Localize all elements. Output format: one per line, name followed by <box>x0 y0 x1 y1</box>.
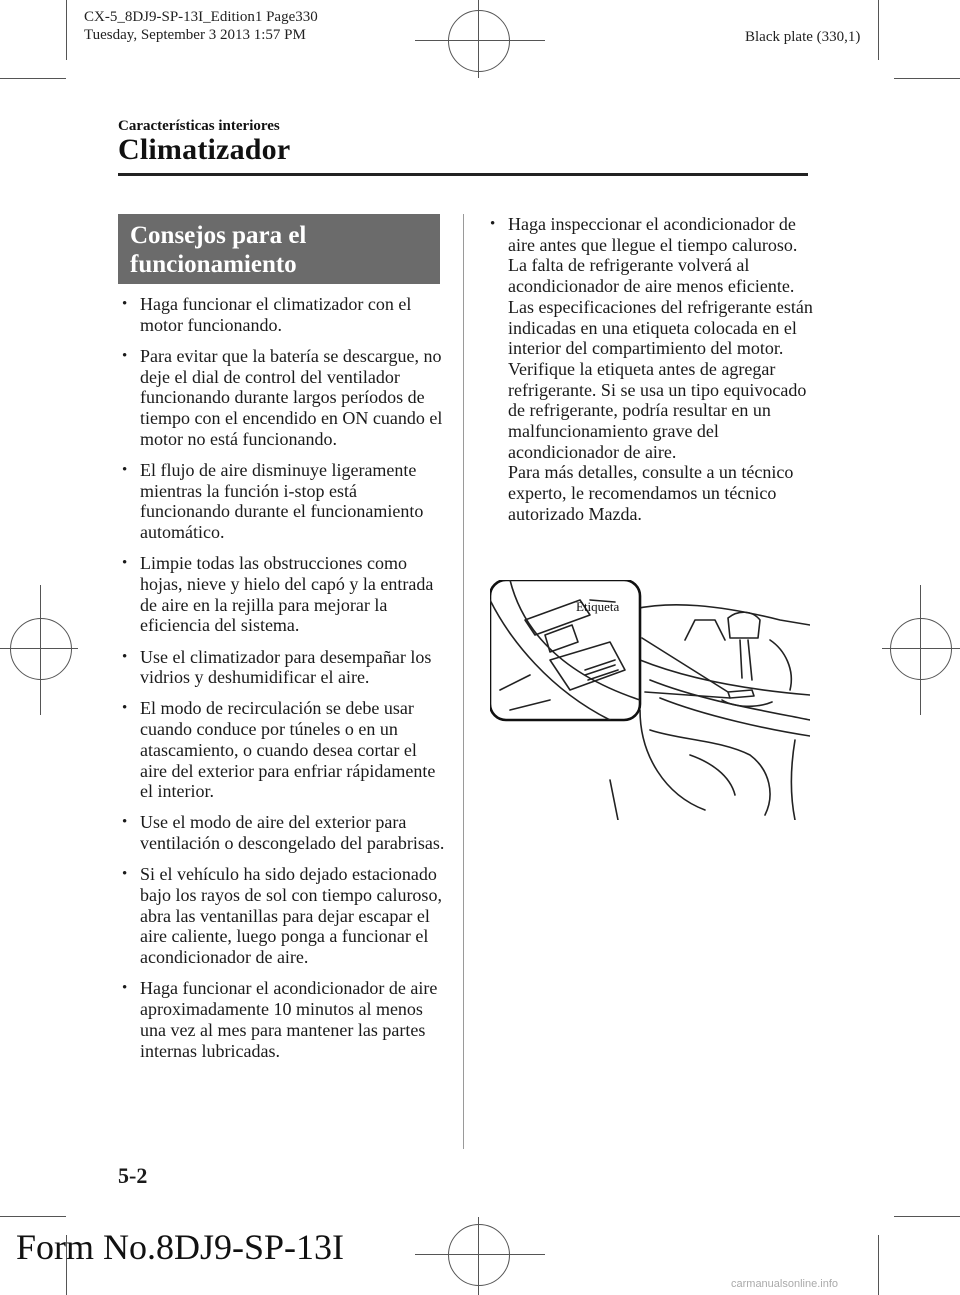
list-item-text: Limpie todas las obstrucciones como hojas, nieve y hielo del capó y la entrada de aire en la rejilla para mejorar la eficiencia del sistema. <box>140 553 434 636</box>
list-item-text: Use el climatizador para desempañar los vidrios y deshumidificar el aire. <box>140 646 432 688</box>
list-item <box>118 553 446 636</box>
list-item <box>118 864 446 968</box>
tips-list-continued <box>486 214 816 525</box>
list-item-paragraph: Haga inspeccionar el acondicionador de aire antes que llegue el tiempo caluroso. La falta de refrigerante volverá al acondicionador de aire menos eficiente. <box>508 214 798 297</box>
left-column <box>118 294 446 1072</box>
bullet-icon: • <box>122 347 128 364</box>
chapter-title: Climatizador <box>118 133 291 166</box>
title-rule <box>118 173 808 176</box>
list-item-text: Haga funcionar el acondicionador de aire aproximadamente 10 minutos al menos una vez al mes para mantener las partes internas lubricadas. <box>140 978 438 1061</box>
crop-mark <box>878 1235 879 1295</box>
right-column <box>486 214 816 535</box>
bullet-icon: • <box>122 814 128 831</box>
subheading-box <box>118 214 440 284</box>
subheading-line-2: funcionamiento <box>130 251 297 278</box>
bullet-icon: • <box>122 980 128 997</box>
black-plate-label: Black plate (330,1) <box>745 29 861 45</box>
list-item <box>118 294 446 335</box>
registration-mark <box>10 618 72 680</box>
tips-list <box>118 294 446 1061</box>
list-item <box>118 812 446 853</box>
list-item-paragraph: Las especificaciones del refrigerante están indicadas en una etiqueta colocada en el interior del compartimiento del motor. Verifique la etiqueta antes de agregar refrigerante. Si se usa un tipo equivocado de refrigerante, podría resultar en un malfuncionamiento grave del acondicionador de aire. <box>508 296 813 462</box>
figure-label: Etiqueta <box>576 599 620 614</box>
crop-mark <box>878 0 879 60</box>
bullet-icon: • <box>122 555 128 572</box>
crop-mark <box>0 78 66 79</box>
print-slug <box>84 8 318 44</box>
crop-mark <box>0 1216 66 1217</box>
engine-compartment-figure <box>490 580 810 820</box>
registration-mark <box>448 10 510 72</box>
bullet-icon: • <box>122 296 128 312</box>
bullet-icon: • <box>122 461 128 478</box>
form-number: Form No.8DJ9-SP-13I <box>16 1227 345 1267</box>
bullet-icon: • <box>122 866 128 883</box>
bullet-icon: • <box>122 648 128 665</box>
registration-mark <box>890 618 952 680</box>
slug-line-1: CX-5_8DJ9-SP-13I_Edition1 Page330 <box>84 9 318 25</box>
watermark: carmanualsonline.info <box>731 1278 839 1290</box>
list-item-text: Para evitar que la batería se descargue, no deje el dial de control del ventilador funcionando durante largos períodos de tiempo con el encendido en ON cuando el motor no está funcionando. <box>140 345 443 449</box>
bullet-icon: • <box>122 700 128 717</box>
page-number: 5-2 <box>118 1163 148 1188</box>
bullet-icon: • <box>490 216 496 232</box>
list-item-text: El flujo de aire disminuye ligeramente mientras la función i-stop está funcionando durante el funcionamiento automático. <box>140 459 424 543</box>
list-item <box>486 214 816 525</box>
list-item <box>118 647 446 688</box>
list-item-text: Si el vehículo ha sido dejado estacionado bajo los rayos de sol con tiempo caluroso, abra las ventanillas para dejar escapar el aire caliente, luego ponga a funcionar el acondicionador de aire. <box>140 864 442 968</box>
crop-mark <box>66 0 67 60</box>
list-item <box>118 698 446 802</box>
list-item-text: El modo de recirculación se debe usar cuando conduce por túneles o en un atascamiento, o cuando desea cortar el aire del exterior para enfriar rápidamente el interior. <box>140 698 436 802</box>
registration-mark <box>448 1224 510 1286</box>
list-item <box>118 978 446 1061</box>
list-item-paragraph: Para más detalles, consulte a un técnico experto, le recomendamos un técnico autorizado Mazda. <box>508 462 794 524</box>
section-name: Características interiores <box>118 118 280 134</box>
list-item-text: Use el modo de aire del exterior para ventilación o descongelado del parabrisas. <box>140 812 445 854</box>
subheading-line-1: Consejos para el <box>130 222 307 249</box>
crop-mark <box>894 78 960 79</box>
crop-mark <box>894 1216 960 1217</box>
list-item <box>118 460 446 543</box>
list-item-text: Haga funcionar el climatizador con el motor funcionando. <box>140 294 412 335</box>
list-item <box>118 346 446 450</box>
slug-line-2: Tuesday, September 3 2013 1:57 PM <box>84 27 306 43</box>
column-divider <box>463 214 464 1149</box>
